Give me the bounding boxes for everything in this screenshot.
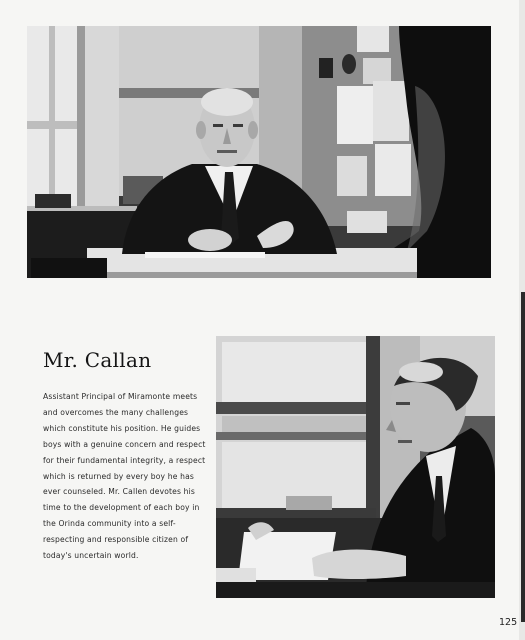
caption-line: the Orinda community into a self- [43, 519, 176, 529]
caption-line: boys with a genuine concern and respect [43, 439, 206, 449]
caption-line: Assistant Principal of Miramonte meets [43, 392, 198, 401]
page-number: 125 [499, 617, 518, 628]
caption-line: and overcomes the many challenges [43, 407, 189, 417]
caption-line: which is returned by every boy he has [43, 471, 194, 481]
photo-callan-reading [216, 336, 495, 598]
caption-paragraph [43, 389, 206, 564]
photo-callan-at-desk [27, 26, 491, 278]
caption-line: ever counseled. Mr. Callen devotes his [43, 487, 195, 497]
page-title: Mr. Callan [43, 348, 152, 372]
caption-line: respecting and responsible citizen of [43, 535, 189, 545]
caption-line: which constitute his position. He guides [43, 423, 201, 433]
caption-line: today's uncertain world. [43, 551, 139, 561]
caption-line: for their fundamental integrity, a respect [43, 455, 206, 465]
caption-line: time to the development of each boy in [43, 503, 200, 513]
page-edge-shadow [521, 292, 525, 622]
